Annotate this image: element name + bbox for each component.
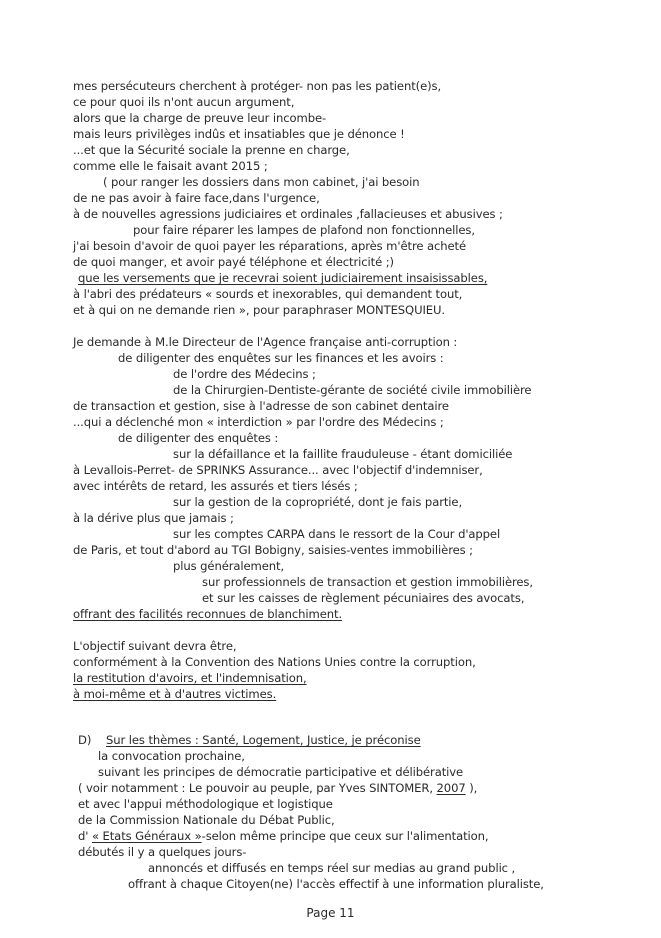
text-line: conformément à la Convention des Nations Unies contre la corruption,: [73, 655, 476, 669]
etats-generaux-text: « Etats Généraux »: [91, 829, 202, 843]
text-line: de l'ordre des Médecins ;: [173, 367, 316, 381]
text-line: de ne pas avoir à faire face,dans l'urgence,: [73, 191, 320, 205]
text-line: sur les comptes CARPA dans le ressort de la Cour d'appel: [173, 527, 501, 541]
page-number: Page 11: [306, 906, 355, 920]
text-line: et à qui on ne demande rien », pour paraphraser MONTESQUIEU.: [73, 303, 445, 317]
text-line: pour faire réparer les lampes de plafond non fonctionnelles,: [133, 223, 475, 237]
text-line: comme elle le faisait avant 2015 ;: [73, 159, 268, 173]
text-line: Je demande à M.le Directeur de l'Agence française anti-corruption :: [73, 335, 458, 349]
text-line: mais leurs privilèges indûs et insatiables que je dénonce !: [73, 127, 405, 141]
text-line: offrant à chaque Citoyen(ne) l'accès effectif à une information pluraliste,: [128, 877, 544, 891]
text-line: de la Chirurgien-Dentiste-gérante de société civile immobilière: [173, 383, 532, 397]
citation-text: ( voir notamment : Le pouvoir au peuple, par Yves SINTOMER,: [78, 781, 437, 795]
text-line: mes persécuteurs cherchent à protéger- non pas les patient(e)s,: [73, 79, 442, 93]
text-line: de transaction et gestion, sise à l'adresse de son cabinet dentaire: [73, 399, 449, 413]
text-line: et sur les caisses de règlement pécuniaires des avocats,: [202, 591, 525, 605]
text-line: ...qui a déclenché mon « interdiction » par l'ordre des Médecins ;: [73, 415, 444, 429]
text-line: à de nouvelles agressions judiciaires et ordinales ,fallacieuses et abusives ;: [73, 207, 503, 221]
text-line: ce pour quoi ils n'ont aucun argument,: [73, 95, 295, 109]
text-line: suivant les principes de démocratie participative et délibérative: [98, 765, 464, 779]
text-line: avec intérêts de retard, les assurés et tiers lésés ;: [73, 479, 358, 493]
text-line: sur la défaillance et la faillite frauduleuse - étant domiciliée: [173, 447, 513, 461]
section-heading: Sur les thèmes : Santé, Logement, Justice, je préconise: [106, 733, 421, 747]
citation-close: ),: [465, 781, 478, 795]
underlined-text-line: offrant des facilités reconnues de blanchiment.: [73, 607, 343, 621]
text-line: la convocation prochaine,: [98, 749, 245, 763]
text-line: de diligenter des enquêtes sur les finances et les avoirs :: [118, 351, 444, 365]
text-line: de quoi manger, et avoir payé téléphone et électricité ;): [73, 255, 394, 269]
text-line: débutés il y a quelques jours-: [78, 845, 247, 859]
text-line: L'objectif suivant devra être,: [73, 639, 237, 653]
text-line: ( pour ranger les dossiers dans mon cabinet, j'ai besoin: [103, 175, 420, 189]
text-line: à la dérive plus que jamais ;: [73, 511, 234, 525]
text-prefix: d': [78, 829, 92, 843]
text-line: de Paris, et tout d'abord au TGI Bobigny, saisies-ventes immobilières ;: [73, 543, 473, 557]
underlined-text-line: que les versements que je recevrai soient judiciairement insaisissables,: [78, 271, 488, 285]
section-letter: D): [78, 733, 92, 747]
citation-year: 2007: [436, 781, 466, 795]
text-line: alors que la charge de preuve leur incombe-: [73, 111, 327, 125]
text-line: de diligenter des enquêtes :: [118, 431, 279, 445]
text-line: sur la gestion de la copropriété, dont je fais partie,: [173, 495, 463, 509]
text-line: annoncés et diffusés en temps réel sur medias au grand public ,: [148, 861, 516, 875]
text-line: ...et que la Sécurité sociale la prenne en charge,: [73, 143, 350, 157]
underlined-text-line: la restitution d'avoirs, et l'indemnisation,: [73, 671, 307, 685]
text-suffix: -selon même principe que ceux sur l'alimentation,: [201, 829, 489, 843]
underlined-text-line: à moi-même et à d'autres victimes.: [73, 687, 277, 701]
text-line: à l'abri des prédateurs « sourds et inexorables, qui demandent tout,: [73, 287, 463, 301]
text-line: plus généralement,: [173, 559, 285, 573]
text-line: et avec l'appui méthodologique et logistique: [78, 797, 333, 811]
text-line: à Levallois-Perret- de SPRINKS Assurance... avec l'objectif d'indemniser,: [73, 463, 483, 477]
text-line: de la Commission Nationale du Débat Public,: [78, 813, 335, 827]
text-line: [78, 829, 488, 843]
text-line: j'ai besoin d'avoir de quoi payer les réparations, après m'être acheté: [73, 239, 467, 253]
text-line: [78, 781, 477, 795]
text-line: sur professionnels de transaction et gestion immobilières,: [202, 575, 533, 589]
